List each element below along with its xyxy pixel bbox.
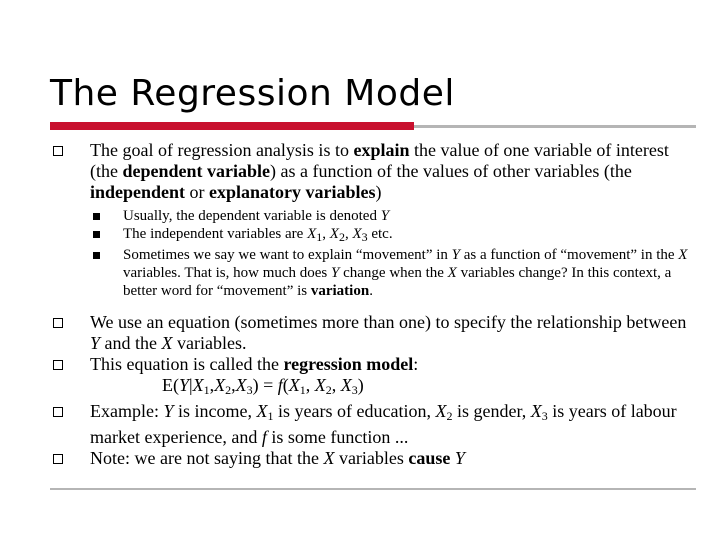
var-x: X [447, 265, 457, 281]
filled-square-bullet-icon [93, 252, 100, 259]
subscript: 3 [361, 230, 368, 244]
var-y: Y [451, 247, 461, 263]
subscript: 1 [267, 409, 274, 423]
text: is gender, [452, 401, 531, 421]
text: Example: [90, 401, 164, 421]
subscript: 3 [541, 409, 548, 423]
var-y: Y [380, 208, 390, 224]
var-x: X [435, 401, 447, 421]
text: Usually, the dependent variable is denoted [123, 208, 381, 224]
sub-bullet-movement [50, 246, 690, 300]
sub-bullet-dependent [50, 207, 690, 225]
subscript: 1 [316, 230, 323, 244]
title-underline-accent [50, 122, 414, 130]
text: The goal of regression analysis is to [90, 140, 354, 160]
hollow-square-bullet-icon [53, 454, 63, 464]
text: is years of labour market experience, and [90, 401, 677, 447]
text: The independent variables are [123, 226, 308, 242]
text: , [344, 226, 353, 242]
var-y: Y [90, 333, 101, 353]
var-f: f [261, 427, 267, 447]
filled-square-bullet-icon [93, 231, 100, 238]
var-x: X [678, 247, 688, 263]
text: variables. [172, 333, 247, 353]
hollow-square-bullet-icon [53, 146, 63, 156]
text: or [185, 182, 210, 202]
var-x: X [256, 401, 268, 421]
bullet-example [50, 401, 690, 448]
var-y: Y [331, 265, 340, 281]
keyword-explain: explain [353, 140, 410, 160]
var-x: X [352, 226, 362, 242]
var-x: X [307, 226, 317, 242]
bullet-regression-model [50, 354, 690, 401]
text: is some function ... [266, 427, 409, 447]
text: the value of one variable of interest (the [90, 140, 669, 181]
bullet-goal [50, 140, 690, 203]
text: We use an equation (sometimes more than one) to specify the relationship between [90, 312, 687, 332]
keyword-independent: independent [90, 182, 186, 202]
hollow-square-bullet-icon [53, 407, 63, 417]
var-x: X [530, 401, 542, 421]
slide-body [50, 140, 690, 469]
text: . [369, 283, 373, 299]
var-x: X [161, 333, 173, 353]
text: ) as a function of the values of other variables (the [270, 161, 632, 181]
bullet-note [50, 448, 690, 469]
text: This equation is called the [90, 354, 284, 374]
subscript: 2 [338, 230, 345, 244]
text: Note: we are not saying that the [90, 448, 324, 468]
hollow-square-bullet-icon [53, 318, 63, 328]
keyword-dependent-variable: dependent variable [122, 161, 270, 181]
text: is income, [173, 401, 257, 421]
keyword-regression-model: regression model [283, 354, 414, 374]
text: etc. [367, 226, 393, 242]
text: variables [334, 448, 409, 468]
sub-bullet-list [50, 207, 690, 300]
keyword-variation: variation [310, 283, 370, 299]
var-x: X [329, 226, 339, 242]
text: Sometimes we say we want to explain “movement” in [123, 247, 452, 263]
text: is years of education, [273, 401, 436, 421]
keyword-explanatory-variables: explanatory variables [209, 182, 376, 202]
footer-rule [50, 488, 696, 490]
var-y: Y [163, 401, 174, 421]
text: , [322, 226, 330, 242]
filled-square-bullet-icon [93, 213, 100, 220]
text: ) [375, 182, 382, 202]
title-underline [414, 125, 696, 128]
text: variables. That is, how much does [123, 265, 332, 281]
text: as a function of “movement” in the [460, 247, 679, 263]
text: : [413, 354, 419, 374]
var-y: Y [454, 448, 465, 468]
text: change when the [339, 265, 448, 281]
keyword-cause: cause [408, 448, 451, 468]
sub-bullet-independent [50, 225, 690, 246]
text: and the [100, 333, 162, 353]
text: variables change? In this context, a better word for “movement” is [123, 265, 672, 299]
bullet-equation-use [50, 312, 690, 354]
subscript: 2 [446, 409, 453, 423]
regression-equation: $E(Y|X_1,X_2,X_3) = f(X_1$, $X_2$, $X_3$) [162, 375, 364, 397]
slide-title: The Regression Model [50, 73, 455, 114]
hollow-square-bullet-icon [53, 360, 63, 370]
var-x: X [323, 448, 335, 468]
